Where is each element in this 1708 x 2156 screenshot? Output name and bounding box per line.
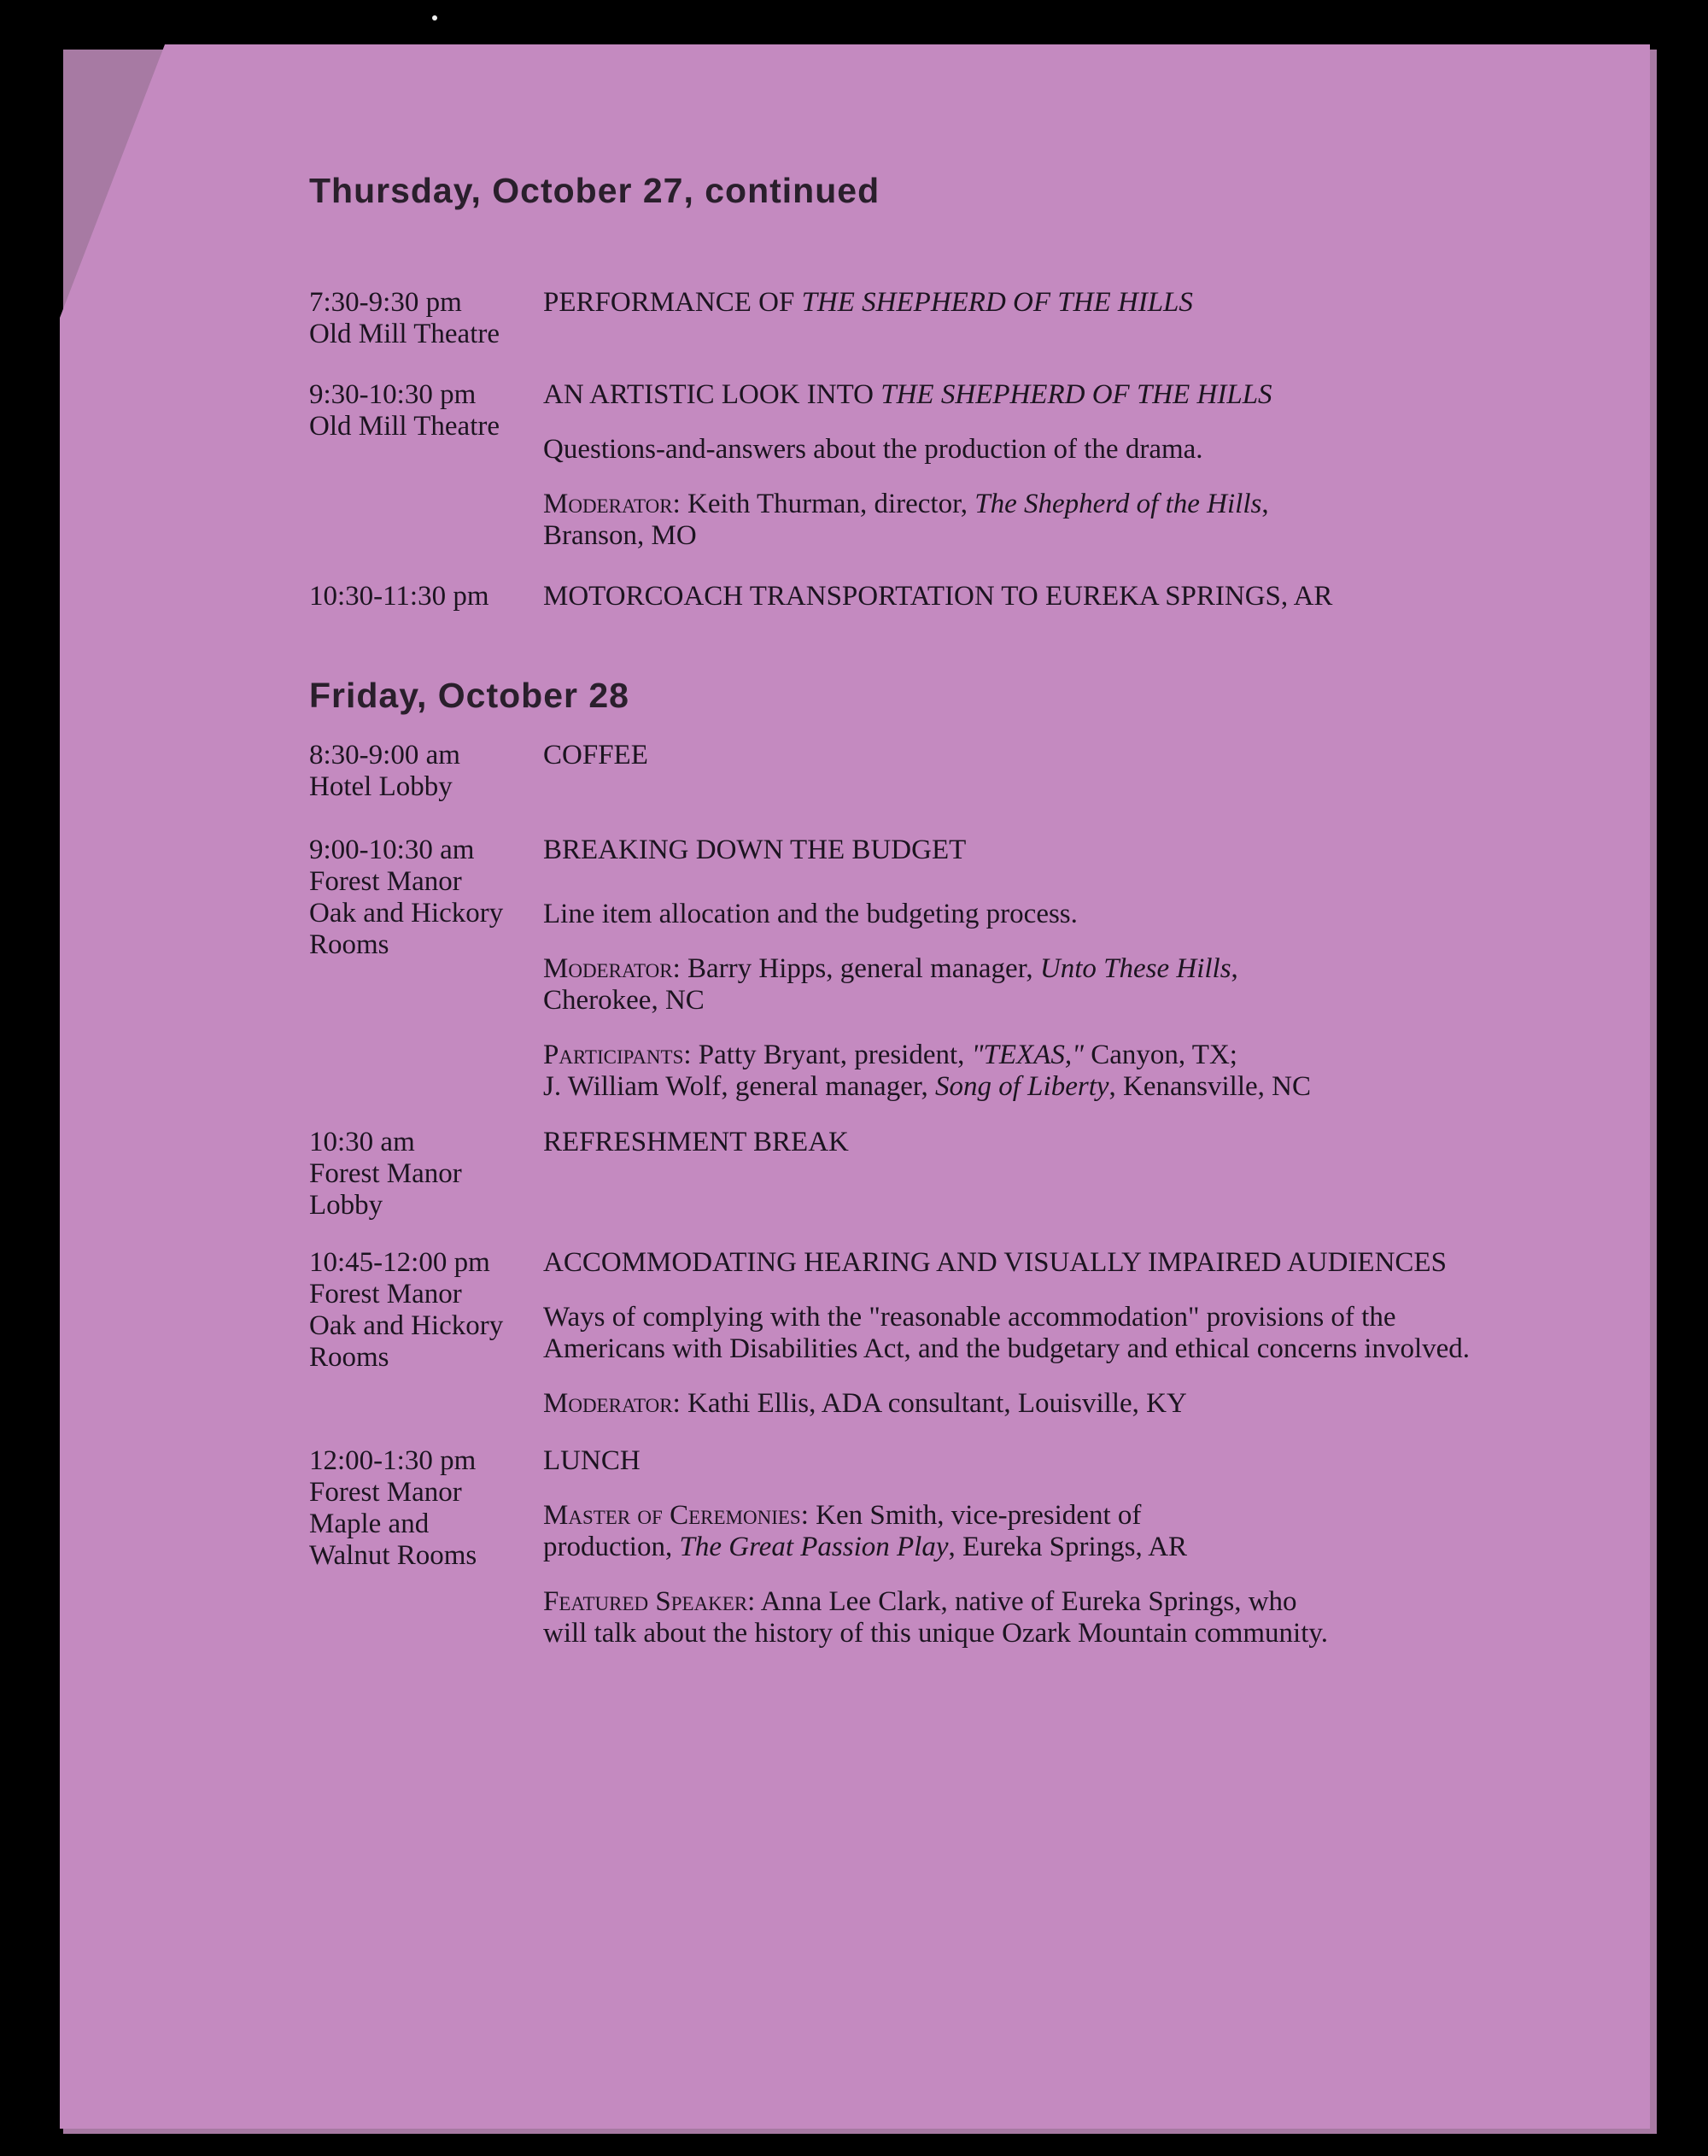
schedule-entry: [309, 1127, 1539, 1222]
scan-speck: [432, 15, 437, 21]
schedule-entry: [309, 835, 1539, 1103]
entry-time: 10:45-12:00 pm: [309, 1247, 490, 1278]
entry-title: MOTORCOACH TRANSPORTATION TO EUREKA SPRINGS, AR: [543, 581, 1333, 612]
entry-details: [543, 835, 1539, 1103]
time-location: [309, 1445, 543, 1649]
schedule-entry: [309, 740, 1539, 803]
entry-location: Oak and Hickory: [309, 898, 504, 929]
entry-moderator: Moderator: Kathi Ellis, ADA consultant, Louisville, KY: [543, 1388, 1187, 1419]
day-heading-friday: Friday, October 28: [309, 676, 629, 715]
entry-time: 10:30 am: [309, 1127, 415, 1157]
entry-time: 7:30-9:30 pm: [309, 287, 462, 318]
schedule-entry: [309, 287, 1539, 350]
entry-participants: Participants: Patty Bryant, president, "TEXAS," Canyon, TX; J. William Wolf, general manager, Song of Liberty, Kenansville, NC: [543, 1040, 1311, 1102]
time-location: [309, 1127, 543, 1222]
entry-location: Forest Manor: [309, 1477, 462, 1508]
time-location: [309, 581, 543, 612]
entry-featured-speaker: Featured Speaker: Anna Lee Clark, native of Eureka Springs, who will talk about the history of this unique Ozark Mountain community.: [543, 1586, 1328, 1649]
entry-time: 12:00-1:30 pm: [309, 1445, 477, 1476]
time-location: [309, 1247, 543, 1420]
entry-description: Line item allocation and the budgeting process.: [543, 899, 1078, 929]
entry-location: Lobby: [309, 1190, 383, 1221]
schedule-entry: [309, 1247, 1539, 1420]
entry-location: Old Mill Theatre: [309, 411, 500, 442]
entry-moderator: Moderator: Barry Hipps, general manager, Unto These Hills, Cherokee, NC: [543, 953, 1238, 1016]
entry-time: 9:30-10:30 pm: [309, 379, 477, 410]
entry-details: [543, 740, 1539, 803]
entry-location: Forest Manor: [309, 1279, 462, 1309]
time-location: [309, 835, 543, 1103]
entry-title: ACCOMMODATING HEARING AND VISUALLY IMPAIRED AUDIENCES: [543, 1247, 1447, 1278]
entry-location: Forest Manor: [309, 866, 462, 897]
entry-time: 8:30-9:00 am: [309, 740, 460, 770]
entry-title: PERFORMANCE OF THE SHEPHERD OF THE HILLS: [543, 287, 1193, 318]
entry-location: Oak and Hickory: [309, 1310, 504, 1341]
entry-details: [543, 581, 1539, 612]
schedule-entry: [309, 379, 1539, 552]
entry-location: Old Mill Theatre: [309, 319, 500, 349]
entry-details: [543, 287, 1539, 350]
entry-details: [543, 1127, 1539, 1222]
entry-location: Rooms: [309, 929, 389, 960]
entry-location: Walnut Rooms: [309, 1540, 477, 1571]
schedule-entry: [309, 1445, 1539, 1649]
entry-master-of-ceremonies: Master of Ceremonies: Ken Smith, vice-president of production, The Great Passion Play, Eureka Springs, AR: [543, 1500, 1188, 1562]
entry-location: Hotel Lobby: [309, 771, 453, 802]
program-content: [309, 171, 1539, 1649]
time-location: [309, 287, 543, 350]
entry-description: Ways of complying with the "reasonable accommodation" provisions of the Americans with Disabilities Act, and the budgetary and ethical concerns involved.: [543, 1302, 1471, 1364]
entry-title: BREAKING DOWN THE BUDGET: [543, 835, 967, 865]
entry-details: [543, 1445, 1539, 1649]
entry-moderator: Moderator: Keith Thurman, director, The Shepherd of the Hills, Branson, MO: [543, 489, 1269, 551]
entry-title: COFFEE: [543, 740, 648, 770]
entry-location: Rooms: [309, 1342, 389, 1373]
entry-title: AN ARTISTIC LOOK INTO THE SHEPHERD OF THE HILLS: [543, 379, 1272, 410]
entry-time: 10:30-11:30 pm: [309, 581, 489, 612]
entry-details: [543, 1247, 1539, 1420]
entry-title: LUNCH: [543, 1445, 640, 1476]
schedule-entry: [309, 581, 1539, 612]
entry-time: 9:00-10:30 am: [309, 835, 475, 865]
day-heading-thursday: Thursday, October 27, continued: [309, 171, 880, 210]
entry-title: REFRESHMENT BREAK: [543, 1127, 849, 1157]
time-location: [309, 379, 543, 552]
entry-description: Questions-and-answers about the production of the drama.: [543, 434, 1203, 465]
entry-location: Maple and: [309, 1509, 430, 1539]
entry-details: [543, 379, 1539, 552]
entry-location: Forest Manor: [309, 1158, 462, 1189]
time-location: [309, 740, 543, 803]
